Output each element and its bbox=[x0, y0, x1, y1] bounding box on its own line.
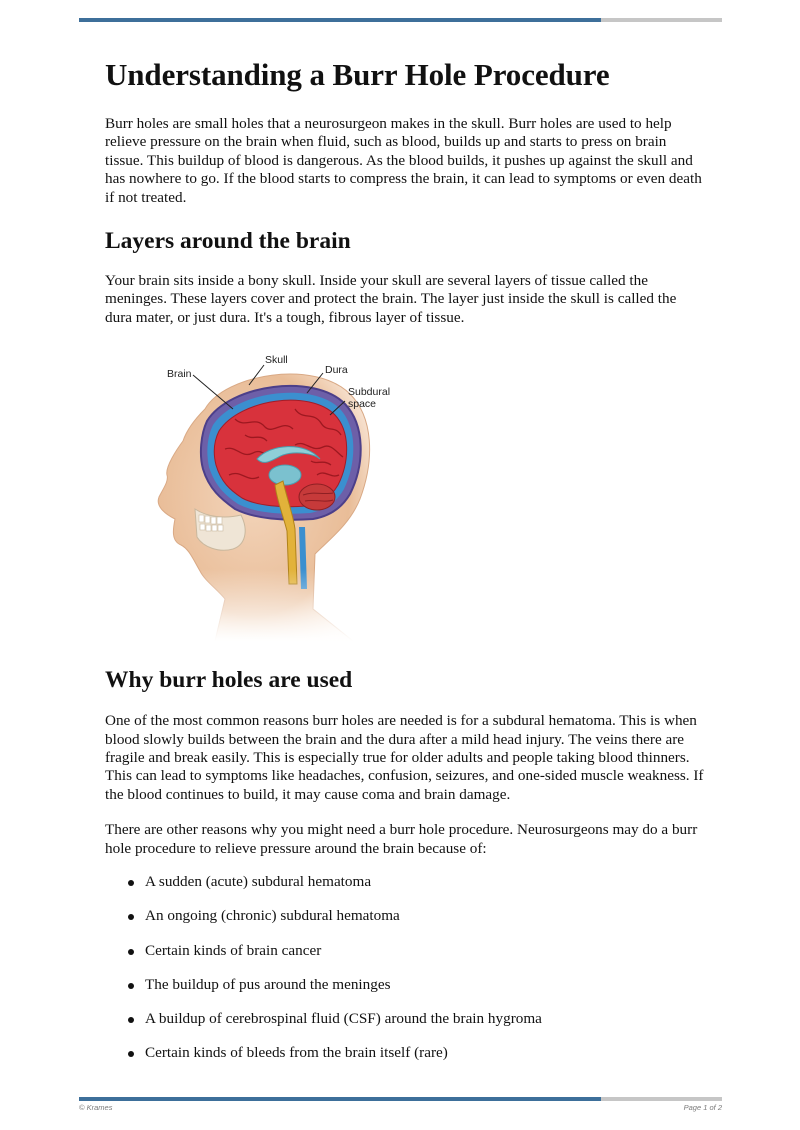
label-skull: Skull bbox=[265, 354, 288, 367]
footer-page-number: Page 1 of 2 bbox=[683, 1103, 722, 1112]
label-subdural: Subdural bbox=[348, 386, 391, 399]
section-heading-layers: Layers around the brain bbox=[105, 228, 351, 255]
why-paragraph-1: One of the most common reasons burr holes are needed is for a subdural hematoma. This is when blood slowly builds between the brain and the dura after a mild head injury. The veins there are fragile and break easily. This is especially true for older adults and people taking blood thinners. This can lead to symptoms like headaches, confusion, seizures, and one-sided muscle weakness. If the blood continues to build, it may cause coma and brain damage. bbox=[105, 712, 704, 803]
bottom-progress-fill bbox=[79, 1097, 601, 1101]
list-item: An ongoing (chronic) subdural hematoma bbox=[145, 907, 705, 925]
cerebellum bbox=[299, 484, 335, 510]
list-item: Certain kinds of brain cancer bbox=[145, 942, 705, 960]
footer-copyright: © Krames bbox=[79, 1103, 113, 1112]
bullet-icon bbox=[128, 983, 134, 989]
bullet-icon bbox=[128, 1017, 134, 1023]
label-space: space bbox=[348, 398, 377, 411]
label-dura: Dura bbox=[325, 364, 348, 377]
layers-paragraph: Your brain sits inside a bony skull. Inside your skull are several layers of tissue called the meninges. These layers cover and protect the brain. The layer just inside the skull is called the dura mater, or just dura. It's a tough, fibrous layer of tissue. bbox=[105, 272, 677, 326]
list-item: A sudden (acute) subdural hematoma bbox=[145, 873, 705, 891]
page-title: Understanding a Burr Hole Procedure bbox=[105, 57, 610, 92]
section-heading-why: Why burr holes are used bbox=[105, 667, 353, 694]
list-item: Certain kinds of bleeds from the brain itself (rare) bbox=[145, 1044, 705, 1062]
head-cross-section-image bbox=[145, 349, 415, 641]
top-progress-fill bbox=[79, 18, 601, 22]
bullet-icon bbox=[128, 914, 134, 920]
thalamus bbox=[269, 465, 301, 485]
bullet-icon bbox=[128, 880, 134, 886]
label-brain: Brain bbox=[167, 368, 192, 381]
list-item: A buildup of cerebrospinal fluid (CSF) around the brain hygroma bbox=[145, 1010, 705, 1028]
document-content bbox=[105, 55, 705, 1078]
bottom-progress-bar bbox=[79, 1097, 722, 1101]
reasons-list bbox=[105, 873, 705, 1062]
brain-anatomy-illustration bbox=[145, 349, 415, 641]
bullet-icon bbox=[128, 949, 134, 955]
list-item: The buildup of pus around the meninges bbox=[145, 976, 705, 994]
intro-paragraph: Burr holes are small holes that a neurosurgeon makes in the skull. Burr holes are used to help relieve pressure on the brain when fluid, such as blood, builds up and starts to press on brain tissue. This buildup of blood is dangerous. As the blood builds, it pushes up against the skull and has nowhere to go. If the blood starts to compress the brain, it can lead to symptoms or even death if not treated. bbox=[105, 115, 702, 206]
why-paragraph-2: There are other reasons why you might need a burr hole procedure. Neurosurgeons may do a burr hole procedure to relieve pressure around the brain because of: bbox=[105, 821, 698, 857]
bullet-icon bbox=[128, 1051, 134, 1057]
top-progress-bar bbox=[79, 18, 722, 22]
